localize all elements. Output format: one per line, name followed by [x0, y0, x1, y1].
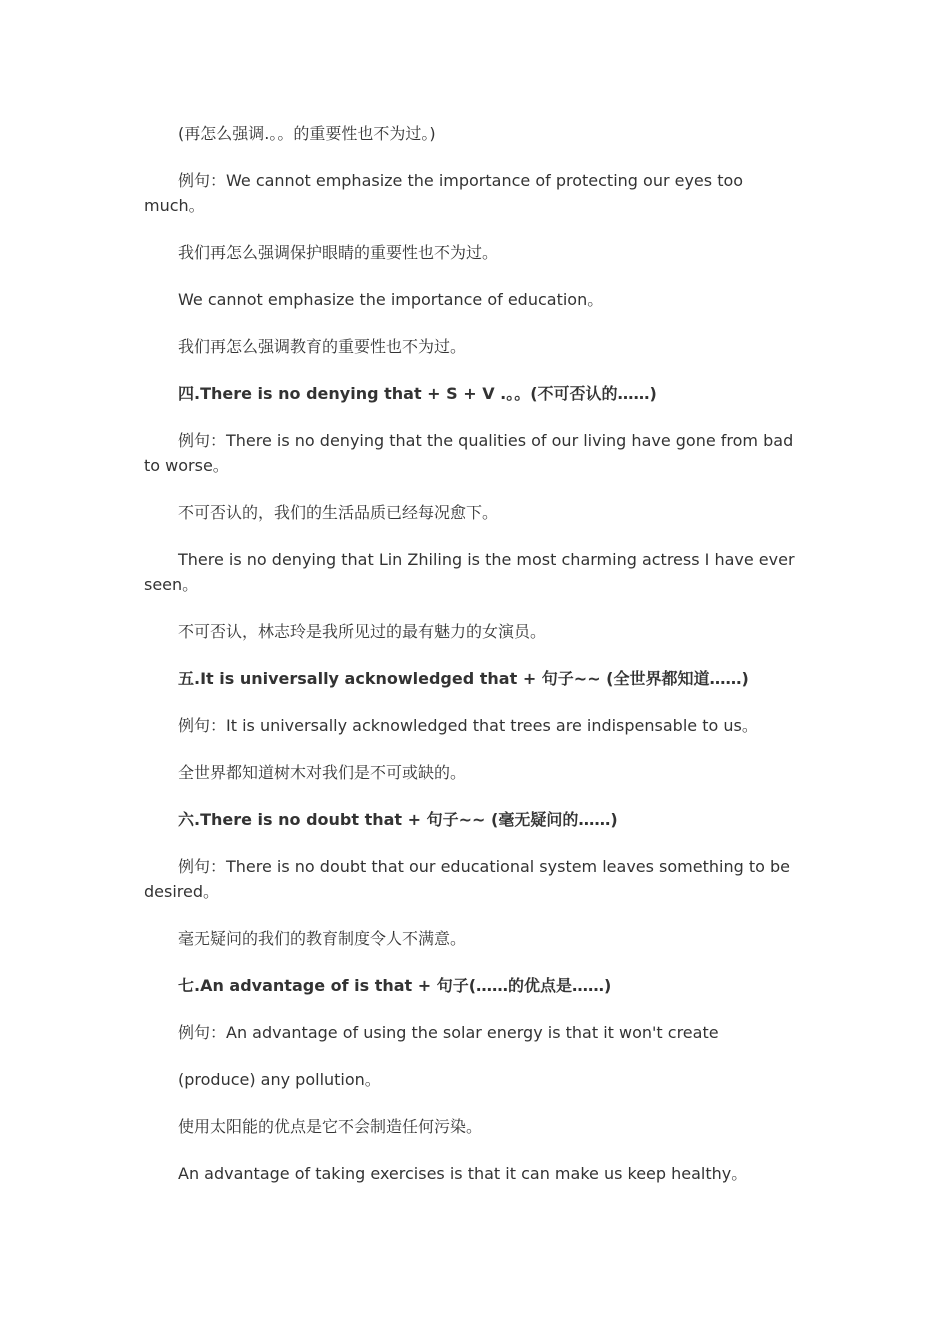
- paragraph-translation-education: 我们再怎么强调教育的重要性也不为过。: [178, 337, 467, 356]
- paragraph-translation-trees: 全世界都知道树木对我们是不可或缺的。: [178, 763, 467, 782]
- paragraph-translation-actress: 不可否认，林志玲是我所见过的最有魅力的女演员。: [178, 622, 547, 641]
- paragraph-example-trees: 例句：It is universally acknowledged that trees are indispensable to us。: [178, 716, 758, 735]
- document-page: [144, 121, 796, 1208]
- section-heading-6: 六.There is no doubt that + 句子~~ (毫无疑问的……): [178, 810, 618, 829]
- paragraph-example-exercise: An advantage of taking exercises is that it can make us keep healthy。: [178, 1164, 748, 1183]
- paragraph-example-living: 例句：There is no denying that the qualities of our living have gone from bad to worse。: [144, 431, 794, 475]
- paragraph-example-eyes: 例句：We cannot emphasize the importance of protecting our eyes too much。: [144, 171, 744, 215]
- paragraph-emphasis-note: (再怎么强调.。。的重要性也不为过。): [178, 124, 436, 143]
- paragraph-example-actress: There is no denying that Lin Zhiling is the most charming actress I have ever seen。: [144, 550, 795, 594]
- paragraph-translation-solar: 使用太阳能的优点是它不会制造任何污染。: [178, 1117, 483, 1136]
- paragraph-example-solar-continued: (produce) any pollution。: [178, 1070, 381, 1089]
- paragraph-example-education-system: 例句：There is no doubt that our educational system leaves something to be desired。: [144, 857, 791, 901]
- section-heading-5: 五.It is universally acknowledged that + 句子~~ (全世界都知道……): [178, 669, 749, 688]
- paragraph-translation-education-system: 毫无疑问的我们的教育制度令人不满意。: [178, 929, 467, 948]
- section-heading-7: 七.An advantage of is that + 句子(……的优点是……): [178, 976, 612, 995]
- paragraph-translation-living: 不可否认的，我们的生活品质已经每况愈下。: [178, 503, 499, 522]
- paragraph-example-education: We cannot emphasize the importance of education。: [178, 290, 604, 309]
- section-heading-4: 四.There is no denying that + S + V .。。(不可否认的……): [178, 384, 657, 403]
- paragraph-example-solar: 例句：An advantage of using the solar energy is that it won't create: [178, 1023, 719, 1042]
- paragraph-translation-eyes: 我们再怎么强调保护眼睛的重要性也不为过。: [178, 243, 499, 262]
